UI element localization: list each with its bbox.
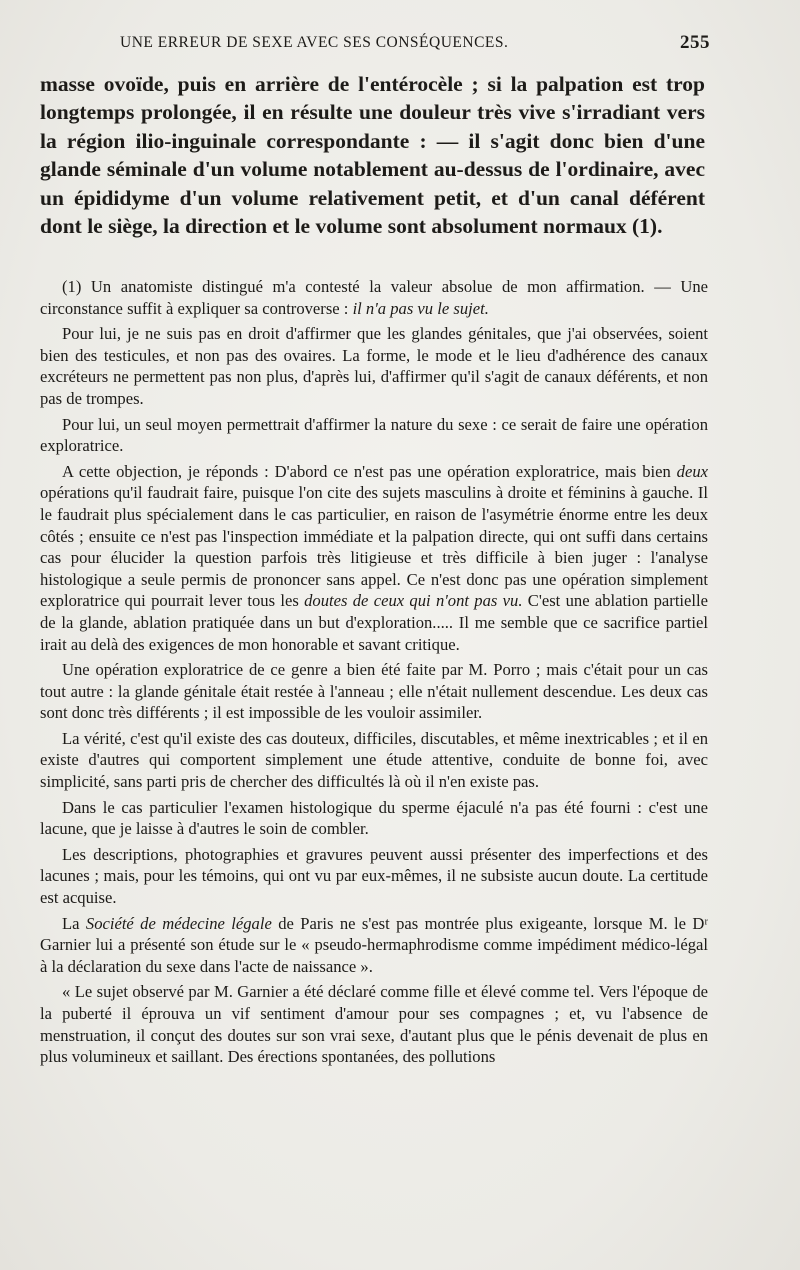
footnote-paragraph-6: La vérité, c'est qu'il existe des cas douteux, difficiles, discutables, et même inextricables ; et il en existe d'autres qui comportent simplement une étude attentive, conduite de bonne foi, avec simplicité, sans parti pris de chercher des difficultés là où il n'en existe pas. <box>40 728 708 792</box>
footnote-paragraph-7: Dans le cas particulier l'examen histologique du sperme éjaculé n'a pas été fourni : c'est une lacune, que je laisse à d'autres le soin de combler. <box>40 797 708 839</box>
footnote-paragraph-5: Une opération exploratrice de ce genre a bien été faite par M. Porro ; mais c'était pour un cas tout autre : la glande génitale était restée à l'anneau ; elle n'était nullement descendue. Les deux cas sont donc très différents ; il est impossible de les vouloir assimiler. <box>40 660 708 723</box>
footnote-paragraph-9: La Société de médecine légale de Paris ne s'est pas montrée plus exigeante, lorsque M. le Dʳ Garnier lui a présenté son étude sur le « pseudo-hermaphrodisme comme impédiment médico-légal à la déclaration du sexe dans l'acte de naissance ». <box>40 913 708 976</box>
footnote-paragraph-10: « Le sujet observé par M. Garnier a été déclaré comme fille et élevé comme tel. Vers l'époque de la puberté il éprouva un vif sentiment d'amour pour ses compagnes ; et, vu l'absence de menstruation, il conçut des doutes sur son vrai sexe, d'autant plus que le pénis devenait de plus en plus volumineux et saillant. Des érections spontanées, des pollutions <box>40 982 708 1067</box>
page-header <box>120 34 710 58</box>
footnote-paragraph-1: (1) Un anatomiste distingué m'a contesté la valeur absolue de mon affirmation. — Une circonstance suffit à expliquer sa controverse : il n'a pas vu le sujet. <box>40 277 708 318</box>
main-paragraph: masse ovoïde, puis en arrière de l'entérocèle ; si la palpation est trop longtemps prolongée, il en résulte une douleur très vive s'irradiant vers la région ilio-inguinale correspondante : — il s'agit donc bien d'une glande séminale d'un volume notablement au-dessus de l'ordinaire, avec un épididyme d'un volume relativement petit, et d'un canal déférent dont le siège, la direction et le volume sont absolument normaux (1). <box>40 72 705 239</box>
running-head: UNE ERREUR DE SEXE AVEC SES CONSÉQUENCES. <box>120 34 509 51</box>
page-number: 255 <box>680 32 710 53</box>
footnote-paragraph-2: Pour lui, je ne suis pas en droit d'affirmer que les glandes génitales, que j'ai observées, soient bien des testicules, et non pas des ovaires. La forme, le mode et le lieu d'adhérence des canaux excréteurs ne permettent pas non plus, d'après lui, d'affirmer qu'il s'agit de canaux déférents, et non pas de trompes. <box>40 324 708 408</box>
footnote-paragraph-4: A cette objection, je réponds : D'abord ce n'est pas une opération exploratrice, mais bien deux opérations qu'il faudrait faire, puisque l'on cite des sujets masculins à droite et féminins à gauche. Il le faudrait plus spécialement dans le cas particulier, en raison de l'asymétrie énorme entre les deux côtés ; ensuite ce n'est pas l'inspection immédiate et la palpation directe, qui ont suffi dans certains cas pour élucider la question parfois très litigieuse et très difficile à bien juger : l'analyse histologique a seule permis de prononcer sans appel. Ce n'est donc pas une opération simplement exploratrice qui pourrait lever tous les doutes de ceux qui n'ont pas vu. C'est une ablation partielle de la glande, ablation pratiquée dans un but d'exploration..... Il me semble que ce sacrifice partiel irait au delà des exigences de mon honorable et savant critique. <box>40 461 708 654</box>
footnote-paragraph-8: Les descriptions, photographies et gravures peuvent aussi présenter des imperfections et des lacunes ; mais, pour les témoins, qui ont vu par eux-mêmes, il ne subsiste aucun doute. La certitude est acquise. <box>40 844 708 908</box>
footnote <box>40 276 708 1072</box>
footnote-paragraph-3: Pour lui, un seul moyen permettrait d'affirmer la nature du sexe : ce serait de faire une opération exploratrice. <box>40 414 708 456</box>
